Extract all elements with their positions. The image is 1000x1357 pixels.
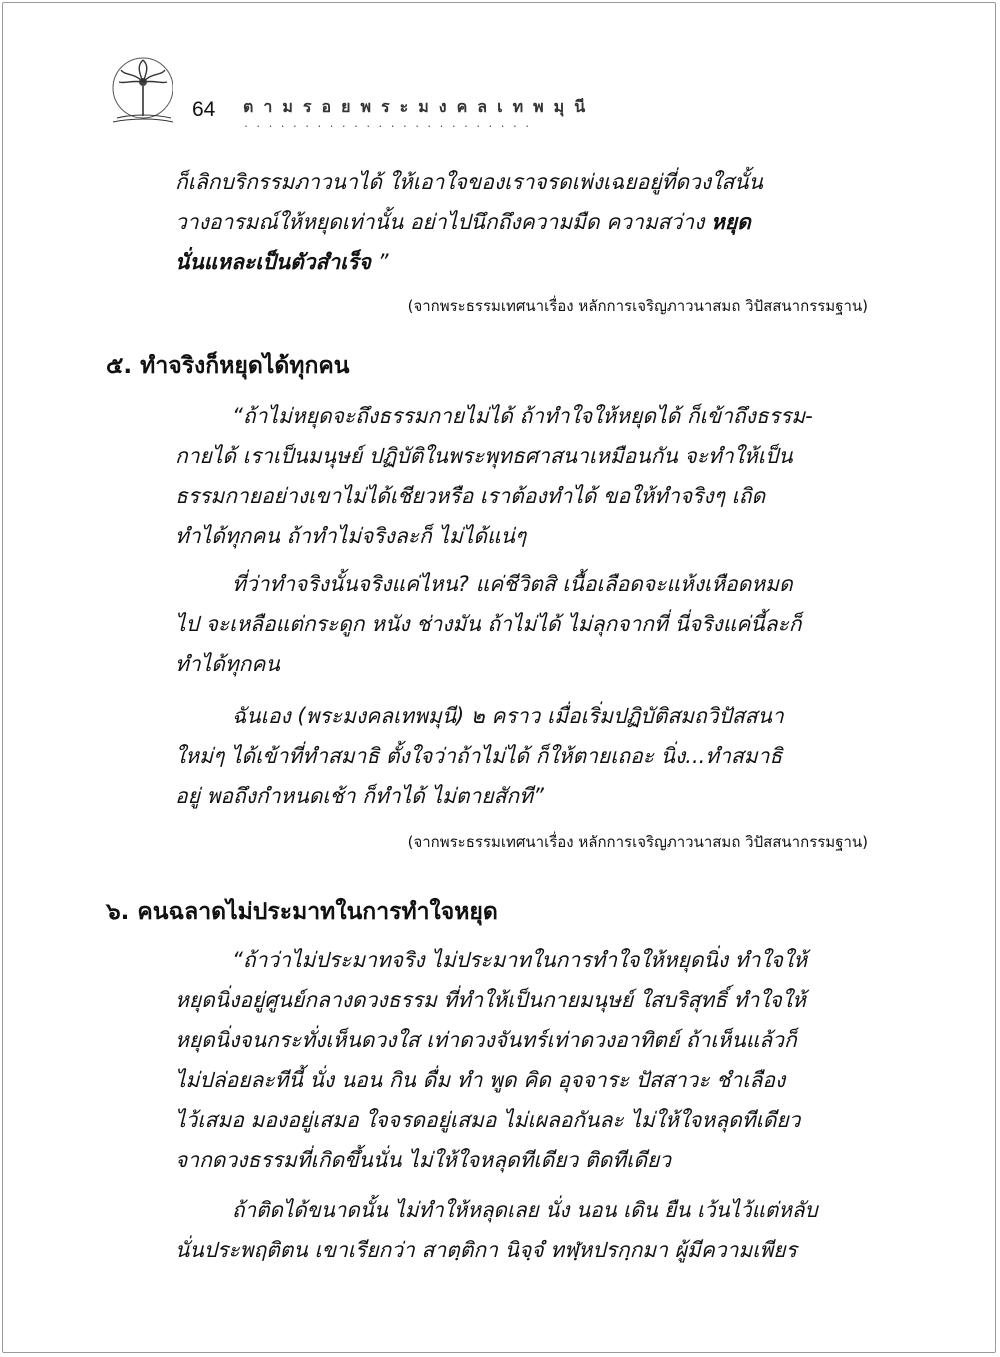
paragraph-line: จากดวงธรรมที่เกิดขึ้นนั่น ไม่ให้ใจหลุดทีเดียว ติดทีเดียว — [175, 1148, 672, 1172]
paragraph-line: ทำได้ทุกคน — [175, 652, 280, 676]
paragraph-line: ใหม่ๆ ได้เข้าที่ทำสมาธิ ตั้งใจว่าถ้าไม่ได้ ก็ให้ตายเถอะ นิ่ง...ทำสมาธิ — [175, 744, 783, 768]
paragraph-line: ไว้เสมอ มองอยู่เสมอ ใจจรดอยู่เสมอ ไม่เผลอกันละ ไม่ให้ใจหลุดทีเดียว — [175, 1108, 801, 1132]
paragraph-line: “ถ้าไม่หยุดจะถึงธรรมกายไม่ได้ ถ้าทำใจให้หยุดได้ ก็เข้าถึงธรรม- — [232, 404, 813, 428]
paragraph-line: ทำได้ทุกคน ถ้าทำไม่จริงละก็ ไม่ได้แน่ๆ — [175, 524, 527, 548]
paragraph-line: ฉันเอง (พระมงคลเทพมุนี) ๒ คราว เมื่อเริ่มปฏิบัติสมถวิปัสสนา — [232, 704, 784, 728]
paragraph-line: ธรรมกายอย่างเขาไม่ได้เชียวหรือ เราต้องทำได้ ขอให้ทำจริงๆ เถิด — [175, 484, 766, 508]
citation: (จากพระธรรมเทศนาเรื่อง หลักการเจริญภาวนาสมถ วิปัสสนากรรมฐาน) — [407, 833, 868, 851]
paragraph-line: ถ้าติดได้ขนาดนั้น ไม่ทำให้หลุดเลย นั่ง นอน เดิน ยืน เว้นไว้แต่หลับ — [232, 1198, 818, 1222]
section-heading: ๕. ทำจริงก็หยุดได้ทุกคน — [106, 353, 350, 379]
paragraph-line: หยุดนิ่งอยู่ศูนย์กลางดวงธรรม ที่ทำให้เป็นกายมนุษย์ ใสบริสุทธิ์ ทำใจให้ — [175, 988, 806, 1012]
emphasis-text: นั่นแหละเป็นตัวสำเร็จ — [175, 250, 371, 274]
lotus-tree-logo — [103, 52, 173, 132]
paragraph-line: นั่นประพฤติตน เขาเรียกว่า สาตฺติกา นิจฺจํ ทฬฺหปรกฺกมา ผู้มีความเพียร — [175, 1238, 797, 1262]
line-text: วางอารมณ์ให้หยุดเท่านั้น อย่าไปนึกถึงความมืด ความสว่าง — [175, 210, 712, 234]
paragraph-line — [175, 246, 815, 279]
running-title-dots: ........................ — [243, 119, 537, 130]
paragraph-line: ไม่ปล่อยละทีนี้ นั่ง นอน กิน ดื่ม ทำ พูด คิด อุจจาระ ปัสสาวะ ชำเลือง — [175, 1068, 786, 1092]
paragraph-line — [175, 206, 815, 239]
paragraph-line: ไป จะเหลือแต่กระดูก หนัง ช่างมัน ถ้าไม่ได้ ไม่ลุกจากที่ นี่จริงแค่นี้ละก็ — [175, 612, 802, 636]
closing-quote: ” — [370, 250, 389, 274]
running-title: ตามรอยพระมงคลเทพมุนี — [243, 97, 596, 116]
paragraph-line: อยู่ พอถึงกำหนดเช้า ก็ทำได้ ไม่ตายสักที” — [175, 784, 544, 808]
paragraph-line: ก็เลิกบริกรรมภาวนาได้ ให้เอาใจของเราจรดเพ่งเฉยอยู่ที่ดวงใสนั้น — [175, 170, 763, 194]
citation: (จากพระธรรมเทศนาเรื่อง หลักการเจริญภาวนาสมถ วิปัสสนากรรมฐาน) — [407, 297, 868, 315]
paragraph-line: กายได้ เราเป็นมนุษย์ ปฏิบัติในพระพุทธศาสนาเหมือนกัน จะทำให้เป็น — [175, 444, 793, 468]
paragraph-line: หยุดนิ่งจนกระทั่งเห็นดวงใส เท่าดวงจันทร์เท่าดวงอาทิตย์ ถ้าเห็นแล้วก็ — [175, 1028, 797, 1052]
paragraph-line: ที่ว่าทำจริงนั้นจริงแค่ไหน? แค่ชีวิตสิ เนื้อเลือดจะแห้งเหือดหมด — [232, 572, 793, 596]
section-heading: ๖. คนฉลาดไม่ประมาทในการทำใจหยุด — [106, 899, 498, 925]
page-number: 64 — [192, 98, 216, 121]
paragraph-line: “ถ้าว่าไม่ประมาทจริง ไม่ประมาทในการทำใจให้หยุดนิ่ง ทำใจให้ — [232, 948, 808, 972]
emphasis-text: หยุด — [711, 210, 751, 234]
